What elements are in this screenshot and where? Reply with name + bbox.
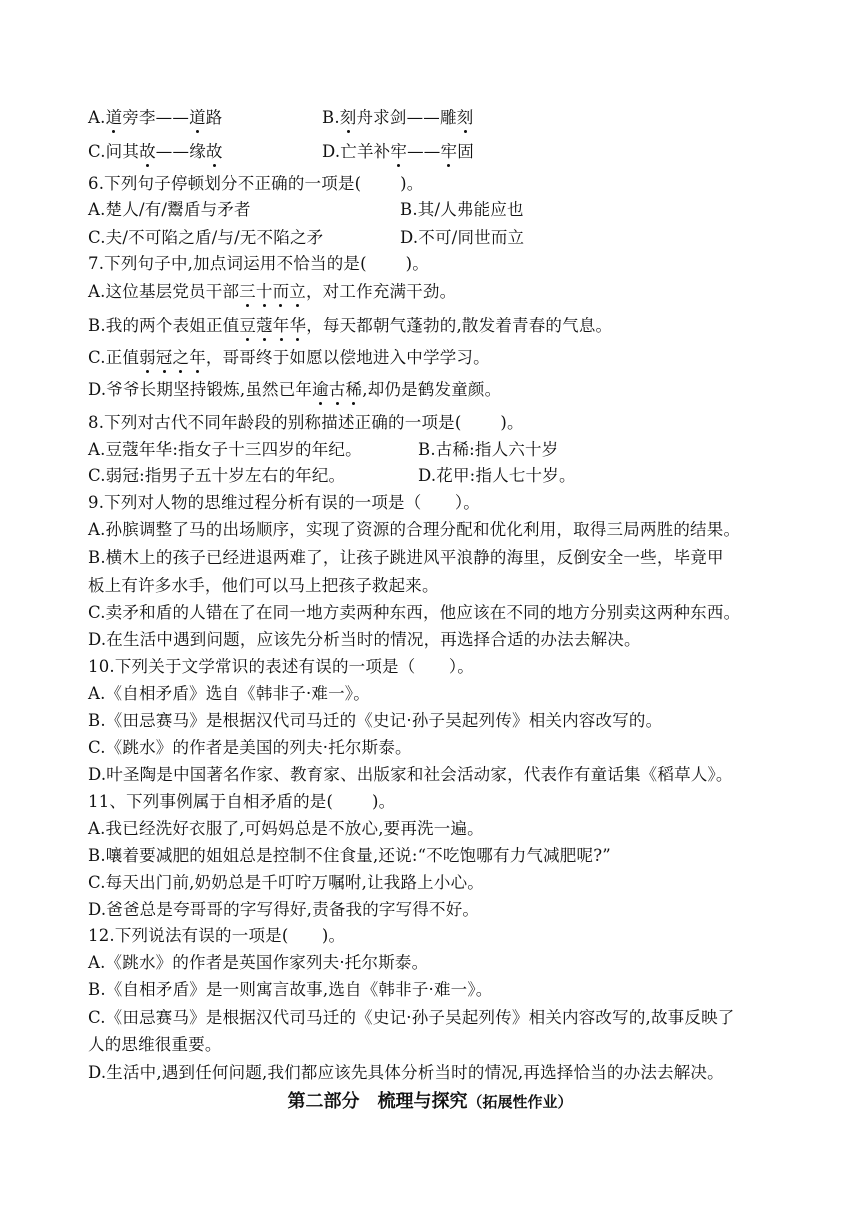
dotted-word: 逾 bbox=[312, 380, 329, 399]
dotted-word: 牢 bbox=[440, 142, 458, 161]
q12-option-c-line2: 人的思维很重要。 bbox=[88, 1035, 222, 1054]
q12-option-b: B.《自相矛盾》是一则寓言故事,选自《韩非子·难一》。 bbox=[88, 980, 493, 999]
q6-option-b: B.其/人弗能应也 bbox=[400, 200, 524, 219]
q10-option-b: B.《田忌赛马》是根据汉代司马迁的《史记·孙子吴起列传》相关内容改写的。 bbox=[88, 711, 663, 730]
q8-stem: 8.下列对古代不同年龄段的别称描述正确的一项是( )。 bbox=[88, 413, 524, 432]
q5-option-d: D.亡羊补牢——牢固 bbox=[322, 142, 474, 161]
q12-stem: 12.下列说法有误的一项是( )。 bbox=[88, 926, 346, 945]
dotted-word: 刻 bbox=[456, 108, 474, 127]
section-heading bbox=[0, 1087, 860, 1113]
q9-stem: 9.下列对人物的思维过程分析有误的一项是（ ）。 bbox=[88, 493, 480, 512]
q12-option-c-line1: C.《田忌赛马》是根据汉代司马迁的《史记·孙子吴起列传》相关内容改写的,故事反映了 bbox=[88, 1008, 735, 1027]
dotted-word: 故 bbox=[139, 142, 156, 161]
q11-option-c: C.每天出门前,奶奶总是千叮咛万嘱咐,让我路上小心。 bbox=[88, 873, 484, 892]
q7-option-d: D.爷爷长期坚持锻炼,虽然已年逾古稀,却仍是鹤发童颜。 bbox=[88, 380, 502, 399]
q9-option-d: D.在生活中遇到问题，应该先分析当时的情况，再选择合适的办法去解决。 bbox=[88, 630, 641, 649]
q12-option-d: D.生活中,遇到任何问题,我们都应该先具体分析当时的情况,再选择恰当的办法去解决。 bbox=[88, 1063, 724, 1082]
q10-stem: 10.下列关于文学常识的表述有误的一项是（ ）。 bbox=[88, 657, 474, 676]
q5-option-c: C.问其故——缘故 bbox=[88, 142, 223, 161]
q5-option-b: B.刻舟求剑——雕刻 bbox=[322, 108, 474, 127]
q7-option-c: C.正值弱冠之年，哥哥终于如愿以偿地进入中学学习。 bbox=[88, 348, 490, 367]
dotted-word: 牢 bbox=[390, 142, 408, 161]
dotted-word: 三 bbox=[239, 282, 256, 301]
q6-stem: 6.下列句子停顿划分不正确的一项是( )。 bbox=[88, 174, 424, 193]
dotted-word: 稀 bbox=[345, 380, 363, 399]
dotted-word: 年 bbox=[189, 348, 206, 367]
q11-option-b: B.嚷着要减肥的姐姐总是控制不住食量,还说:“不吃饱哪有力气减肥呢?” bbox=[88, 846, 611, 865]
q11-option-a: A.我已经洗好衣服了,可妈妈总是不放心,要再洗一遍。 bbox=[88, 819, 484, 838]
q7-option-a: A.这位基层党员干部三十而立，对工作充满干劲。 bbox=[88, 282, 457, 301]
q9-option-b-line2: 板上有许多水手，他们可以马上把孩子救起来。 bbox=[88, 576, 439, 595]
q8-option-a: A.豆蔻年华:指女子十三四岁的年纪。 bbox=[88, 440, 362, 459]
dotted-word: 之 bbox=[172, 348, 190, 367]
dotted-word: 故 bbox=[205, 142, 223, 161]
q6-option-c: C.夫/不可陷之盾/与/无不陷之矛 bbox=[88, 228, 324, 247]
q11-option-d: D.爸爸总是夸哥哥的字写得好,责备我的字写得不好。 bbox=[88, 900, 480, 919]
dotted-word: 立 bbox=[289, 282, 306, 301]
dotted-word: 道 bbox=[189, 108, 206, 127]
q11-stem: 11、下列事例属于自相矛盾的是( )。 bbox=[88, 792, 396, 811]
dotted-word: 年 bbox=[272, 316, 290, 335]
section-subtitle: （拓展性作业） bbox=[467, 1093, 573, 1111]
dotted-word: 豆 bbox=[239, 316, 257, 335]
dotted-word: 刻 bbox=[339, 108, 357, 127]
dotted-word: 华 bbox=[289, 316, 307, 335]
q9-option-a: A.孙膑调整了马的出场顺序，实现了资源的合理分配和优化利用，取得三局两胜的结果。 bbox=[88, 520, 741, 539]
dotted-word: 冠 bbox=[155, 348, 173, 367]
dotted-word: 而 bbox=[272, 282, 290, 301]
q9-option-c: C.卖矛和盾的人错在了在同一地方卖两种东西，他应该在不同的地方分别卖这两种东西。 bbox=[88, 603, 741, 622]
q7-option-b: B.我的两个表姐正值豆蔻年华，每天都朝气蓬勃的,散发着青春的气息。 bbox=[88, 316, 613, 335]
q10-option-a: A.《自相矛盾》选自《韩非子·难一》。 bbox=[88, 684, 370, 703]
q7-stem: 7.下列句子中,加点词运用不恰当的是( )。 bbox=[88, 254, 429, 273]
dotted-word: 道 bbox=[105, 108, 123, 127]
dotted-word: 古 bbox=[328, 380, 346, 399]
dotted-word: 十 bbox=[255, 282, 273, 301]
q10-option-c: C.《跳水》的作者是美国的列夫·托尔斯泰。 bbox=[88, 738, 412, 757]
q6-option-a: A.楚人/有/鬻盾与矛者 bbox=[88, 200, 251, 219]
q5-option-a: A.道旁李——道路 bbox=[88, 108, 223, 127]
q8-option-c: C.弱冠:指男子五十岁左右的年纪。 bbox=[88, 466, 346, 485]
q8-option-d: D.花甲:指人七十岁。 bbox=[418, 466, 576, 485]
dotted-word: 蔻 bbox=[256, 316, 273, 335]
q9-option-b-line1: B.横木上的孩子已经进退两难了，让孩子跳进风平浪静的海里，反倒安全一些，毕竟甲 bbox=[88, 548, 724, 567]
q12-option-a: A.《跳水》的作者是英国作家列夫·托尔斯泰。 bbox=[88, 953, 429, 972]
q10-option-d: D.叶圣陶是中国著名作家、教育家、出版家和社会活动家，代表作有童话集《稻草人》。 bbox=[88, 765, 733, 784]
section-part-label: 第二部分 bbox=[287, 1091, 360, 1112]
q8-option-b: B.古稀:指人六十岁 bbox=[418, 440, 559, 459]
dotted-word: 弱 bbox=[139, 348, 156, 367]
q6-option-d: D.不可/同世而立 bbox=[400, 228, 525, 247]
section-title: 梳理与探究 bbox=[377, 1091, 468, 1112]
